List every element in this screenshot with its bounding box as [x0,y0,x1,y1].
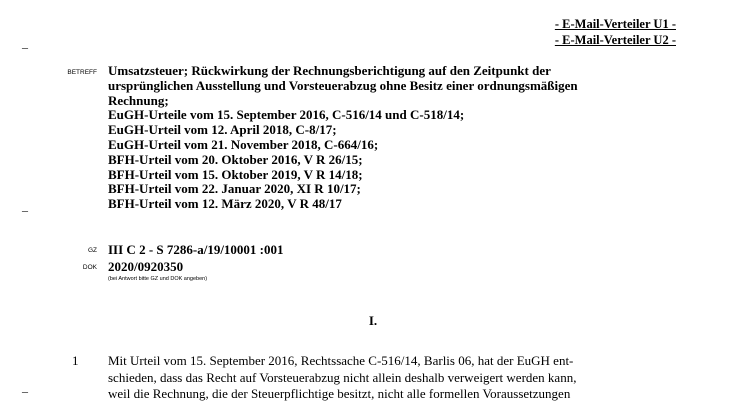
subject-block [108,64,688,212]
gz-value: III C 2 - S 7286-a/19/10001 :001 [108,242,284,257]
subject-line: BFH-Urteil vom 12. März 2020, V R 48/17 [108,196,342,212]
section-heading: I. [368,313,378,328]
dok-value: 2020/0920350 [108,259,184,274]
subject-label: BETREFF [67,69,97,76]
subject-line: BFH-Urteil vom 22. Januar 2020, XI R 10/17; [108,181,361,197]
subject-line: Rechnung; [108,92,169,108]
distribution-list-u2: - E-Mail-Verteiler U2 - [554,33,676,47]
gz-label: GZ [87,247,97,254]
margin-fold-mark: – [22,40,28,54]
subject-line: Umsatzsteuer; Rückwirkung der Rechnungsberichtigung auf den Zeitpunkt der [108,63,551,78]
margin-fold-mark: – [22,384,28,398]
dok-label: DOK [82,264,97,271]
paragraph-number: 1 [72,353,79,368]
paragraph-line: Mit Urteil vom 15. September 2016, Rechtssache C-516/14, Barlis 06, hat der EuGH ent- [108,353,574,368]
margin-fold-mark: – [22,203,28,217]
distribution-list-u1: - E-Mail-Verteiler U1 - [554,17,676,31]
paragraph-text [108,353,688,403]
subject-line: ursprünglichen Ausstellung und Vorsteuerabzug ohne Besitz einer ordnungsmäßigen [108,77,578,93]
paragraph-line: weil die Rechnung, die der Steuerpflichtige besitzt, nicht alle formellen Voraussetzungen [108,386,571,402]
subject-line: EuGH-Urteile vom 15. September 2016, C-516/14 und C-518/14; [108,107,465,123]
subject-line: BFH-Urteil vom 15. Oktober 2019, V R 14/18; [108,166,363,182]
subject-line: EuGH-Urteil vom 12. April 2018, C-8/17; [108,122,337,138]
reply-hint: (bei Antwort bitte GZ und DOK angeben) [108,276,208,282]
subject-line: BFH-Urteil vom 20. Oktober 2016, V R 26/15; [108,151,363,167]
paragraph-line: schieden, dass das Recht auf Vorsteuerabzug nicht allein deshalb verweigert werden kann, [108,369,577,385]
subject-line: EuGH-Urteil vom 21. November 2018, C-664/16; [108,136,379,152]
